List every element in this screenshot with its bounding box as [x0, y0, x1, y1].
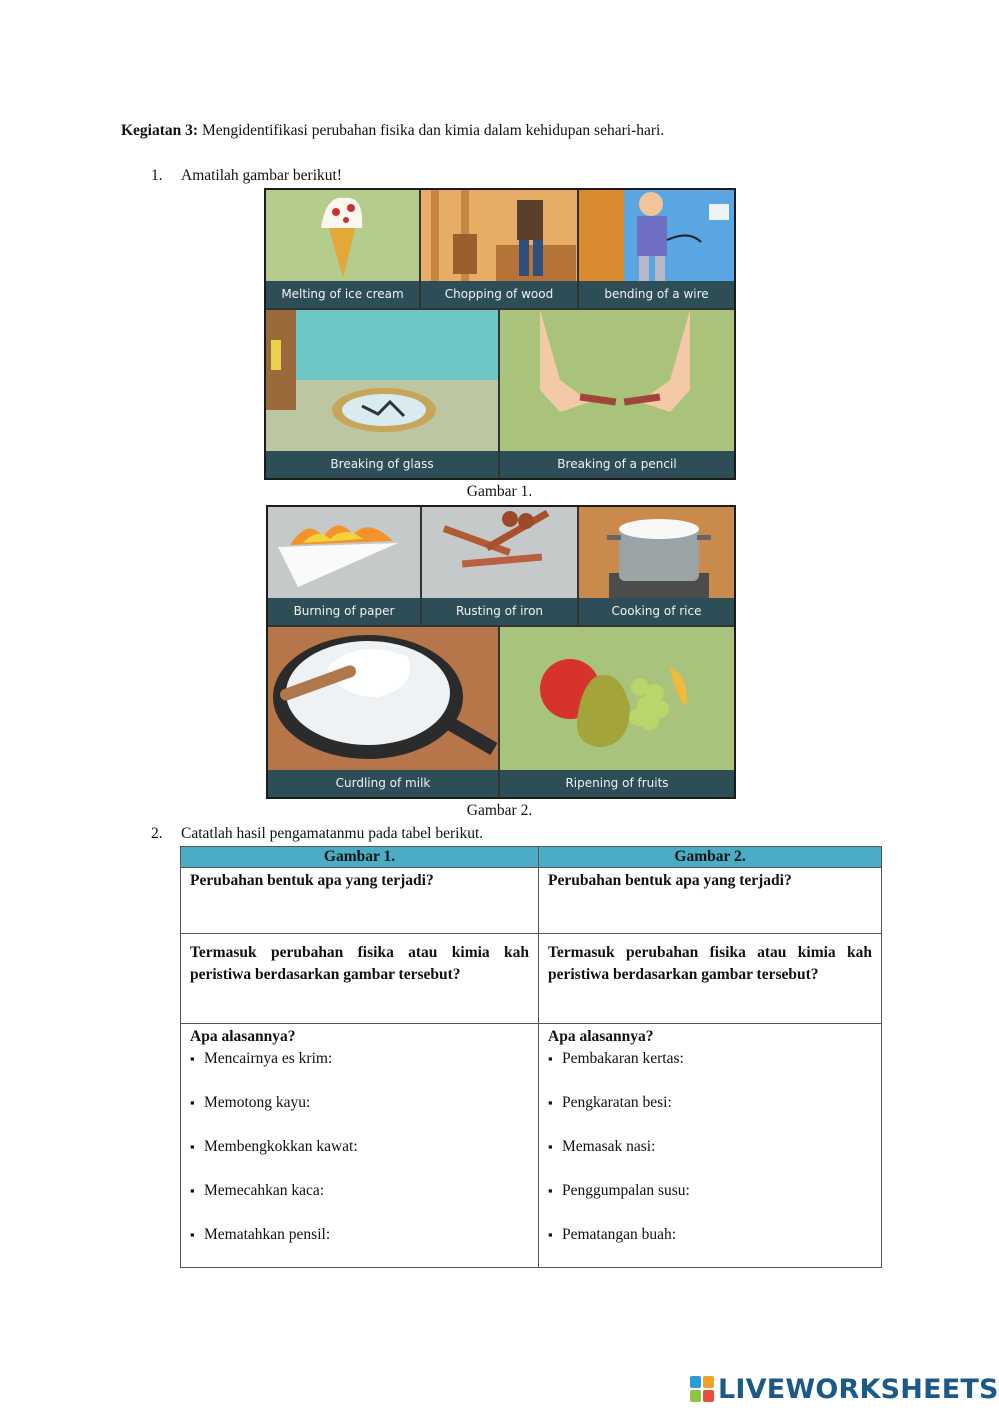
reason-item-glass[interactable]: ▪ Memecahkan kaca: — [190, 1180, 529, 1202]
panel-caption: bending of a wire — [579, 281, 734, 308]
reason-item-fruits[interactable]: ▪ Pematangan buah: — [548, 1224, 872, 1246]
step-1-number: 1. — [151, 167, 163, 184]
reason-item-wire[interactable]: ▪ Membengkokkan kawat: — [190, 1136, 529, 1158]
panel-fruits — [500, 627, 734, 797]
question-shape-change: Perubahan bentuk apa yang terjadi? — [548, 872, 792, 889]
reason-item-paper[interactable]: ▪ Pembakaran kertas: — [548, 1048, 872, 1070]
liveworksheets-logo — [690, 1372, 999, 1406]
reason-item-ice-cream[interactable]: ▪ Mencairnya es krim: — [190, 1048, 529, 1070]
panel-glass — [266, 310, 498, 478]
figure-2-image — [266, 505, 736, 799]
panel-iron — [422, 507, 577, 625]
liveworksheets-logo-icon — [690, 1376, 714, 1402]
panel-paper — [268, 507, 420, 625]
activity-label: Kegiatan 3: — [121, 122, 199, 139]
figure-1-image — [264, 188, 736, 480]
panel-caption: Cooking of rice — [579, 598, 734, 625]
panel-wire — [579, 190, 734, 308]
panel-caption: Chopping of wood — [421, 281, 577, 308]
answer-cell-physical-chemical-1[interactable] — [181, 934, 539, 1024]
panel-caption: Burning of paper — [268, 598, 420, 625]
brand-name: LIVEWORKSHEETS — [718, 1373, 999, 1405]
step-2-number: 2. — [151, 825, 163, 842]
broken-glass-icon — [266, 310, 498, 451]
question-reason: Apa alasannya? — [190, 1028, 296, 1045]
figure-2-caption: Gambar 2. — [466, 802, 533, 819]
reason-item-wood[interactable]: ▪ Memotong kayu: — [190, 1092, 529, 1114]
step-1-instruction: Amatilah gambar berikut! — [181, 167, 342, 184]
panel-caption: Melting of ice cream — [266, 281, 419, 308]
question-physical-chemical-line1: Termasuk perubahan fisika atau kimia kah — [548, 944, 872, 961]
panel-rice — [579, 507, 734, 625]
question-physical-chemical-line1: Termasuk perubahan fisika atau kimia kah — [190, 944, 529, 961]
wire-bending-icon — [579, 190, 734, 281]
fruits-icon — [500, 627, 734, 770]
rusting-nails-icon — [422, 507, 577, 598]
reason-item-rice[interactable]: ▪ Memasak nasi: — [548, 1136, 872, 1158]
reasons-cell-gambar-1 — [181, 1024, 539, 1268]
curdling-milk-icon — [268, 627, 498, 770]
column-header-gambar-2: Gambar 2. — [539, 847, 882, 868]
wood-chopping-icon — [421, 190, 577, 281]
figure-1-caption: Gambar 1. — [466, 483, 533, 500]
broken-pencil-icon — [500, 310, 734, 451]
observation-table — [180, 846, 882, 1268]
answer-cell-physical-chemical-2[interactable] — [539, 934, 882, 1024]
column-header-gambar-1: Gambar 1. — [181, 847, 539, 868]
answer-cell-shape-change-2[interactable] — [539, 868, 882, 934]
activity-heading — [121, 121, 664, 141]
question-physical-chemical-line2: peristiwa berdasarkan gambar tersebut? — [548, 966, 819, 983]
reason-item-milk[interactable]: ▪ Penggumpalan susu: — [548, 1180, 872, 1202]
cooking-pot-icon — [579, 507, 734, 598]
panel-caption: Curdling of milk — [268, 770, 498, 797]
reason-item-iron[interactable]: ▪ Pengkaratan besi: — [548, 1092, 872, 1114]
answer-cell-shape-change-1[interactable] — [181, 868, 539, 934]
burning-paper-icon — [268, 507, 420, 598]
activity-title: Mengidentifikasi perubahan fisika dan kimia dalam kehidupan sehari-hari. — [198, 122, 665, 139]
panel-caption: Rusting of iron — [422, 598, 577, 625]
panel-milk — [268, 627, 498, 797]
panel-caption: Breaking of a pencil — [500, 451, 734, 478]
panel-wood — [421, 190, 577, 308]
reason-item-pencil[interactable]: ▪ Mematahkan pensil: — [190, 1224, 529, 1246]
question-shape-change: Perubahan bentuk apa yang terjadi? — [190, 872, 434, 889]
step-2-instruction: Catatlah hasil pengamatanmu pada tabel berikut. — [181, 825, 484, 842]
question-physical-chemical-line2: peristiwa berdasarkan gambar tersebut? — [190, 966, 461, 983]
ice-cream-icon — [266, 190, 419, 281]
panel-caption: Ripening of fruits — [500, 770, 734, 797]
panel-pencil — [500, 310, 734, 478]
panel-caption: Breaking of glass — [266, 451, 498, 478]
reasons-cell-gambar-2 — [539, 1024, 882, 1268]
panel-ice-cream — [266, 190, 419, 308]
question-reason: Apa alasannya? — [548, 1028, 654, 1045]
